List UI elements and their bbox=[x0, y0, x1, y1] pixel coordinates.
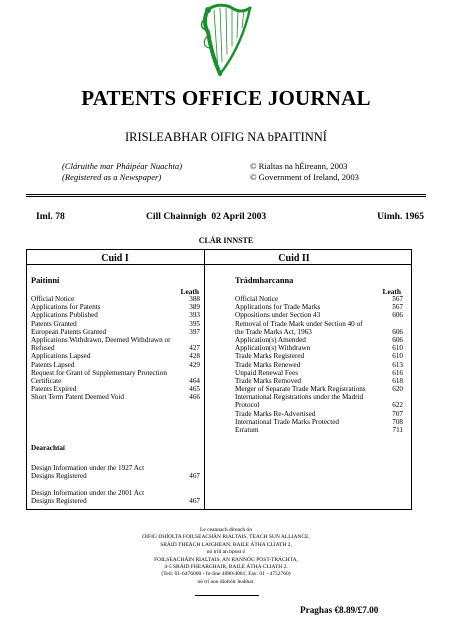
list-item[interactable]: Patents Expired 465 bbox=[31, 385, 200, 394]
volume-number: Iml. 78 bbox=[36, 211, 65, 222]
list-item[interactable]: Application(s) Withdrawn 610 bbox=[235, 344, 403, 353]
list-item[interactable]: Official Notice 567 bbox=[235, 295, 403, 303]
part-2-heading: Cuid II bbox=[278, 253, 310, 264]
list-item[interactable]: Removal of Trade Mark under Section 40 of bbox=[235, 319, 363, 328]
list-item[interactable]: Design Information under the 1927 Act bbox=[31, 464, 145, 472]
trade-marks-list bbox=[235, 295, 403, 434]
divider bbox=[26, 196, 426, 197]
list-item[interactable]: Oppositions under Section 43 606 bbox=[235, 311, 403, 320]
contents-title: CLÁR INNSTE bbox=[198, 236, 254, 245]
page-column-label: Leath bbox=[180, 287, 199, 296]
list-item[interactable]: Designs Registered 467 bbox=[31, 497, 200, 506]
footer-line: nó tríd an bpost ó bbox=[206, 549, 246, 556]
list-item[interactable]: Trade Marks Renewed 613 bbox=[235, 360, 403, 369]
list-item[interactable]: Applications Lapsed 428 bbox=[31, 352, 200, 361]
list-item[interactable]: Request for Grant of Supplementary Protection bbox=[31, 368, 167, 377]
list-item[interactable]: Erratum 711 bbox=[235, 426, 403, 434]
divider bbox=[26, 194, 426, 195]
copyright-note bbox=[250, 161, 359, 183]
footer-line: Le ceannach díreach ón bbox=[199, 527, 253, 533]
publisher-footer bbox=[90, 527, 362, 586]
registration-irish: (Cláruithe mar Pháipéar Nuachta) bbox=[62, 161, 183, 171]
list-item[interactable]: Application(s) Amended 606 bbox=[235, 335, 403, 344]
footer-line: FOILSEACHÁIN RIALTAIS, AN RANNÓG POST-TRÁCHTA, bbox=[154, 556, 298, 563]
list-item[interactable]: Short Term Patent Deemed Void 466 bbox=[31, 393, 200, 402]
list-item[interactable]: International Trade Marks Protected 708 bbox=[235, 417, 403, 426]
list-item[interactable]: Applications Withdrawn, Deemed Withdrawn or bbox=[31, 335, 171, 344]
list-item[interactable]: Certificate 464 bbox=[31, 376, 200, 385]
list-item[interactable]: International Registrations under the Madrid bbox=[235, 393, 364, 402]
page-column-label: Leath bbox=[382, 287, 401, 296]
issue-info bbox=[36, 211, 424, 223]
footer-line: 4-5 SRÁID FHEARCHAIR, BAILE ÁTHA CLIATH 2. bbox=[164, 564, 288, 571]
patents-section-heading: Paitinní bbox=[31, 276, 60, 285]
list-item[interactable]: Patents Lapsed 429 bbox=[31, 360, 200, 369]
footer-line: (Teil: 01-6476000 - fo-líne 4080/4081; Fax: 01 - 4752760) bbox=[161, 571, 291, 578]
designs-2001-list bbox=[31, 489, 200, 505]
journal-title: PATENTS OFFICE JOURNAL bbox=[81, 86, 371, 110]
copyright-irish: © Rialtas na hÉireann, 2003 bbox=[250, 161, 348, 171]
journal-subtitle: IRISLEABHAR OIFIG NA bPAITINNÍ bbox=[125, 130, 327, 144]
list-item[interactable]: European Patents Granted 397 bbox=[31, 327, 200, 336]
list-item[interactable]: Official Notice 388 bbox=[31, 295, 200, 303]
designs-section-heading: Dearachtaí bbox=[31, 444, 65, 452]
trade-marks-section-heading: Trádmharcanna bbox=[235, 276, 294, 285]
list-item[interactable]: Designs Registered 467 bbox=[31, 472, 200, 481]
list-item[interactable]: Patents Granted 395 bbox=[31, 319, 200, 328]
list-item[interactable]: Trade Marks Re-Advertised 707 bbox=[235, 409, 403, 418]
column-divider bbox=[204, 249, 205, 510]
footer-line: nó trí aon díoltóir leabhar. bbox=[197, 578, 255, 585]
heading-divider bbox=[26, 264, 411, 265]
list-item[interactable]: Protocol 622 bbox=[235, 401, 403, 410]
copyright-english: © Government of Ireland, 2003 bbox=[250, 172, 359, 182]
issue-date: Cill Chainnigh 02 April 2003 bbox=[146, 211, 267, 222]
list-item[interactable]: Applications for Patents 389 bbox=[31, 303, 200, 312]
harp-icon bbox=[196, 2, 256, 80]
designs-1927-list bbox=[31, 464, 200, 480]
list-item[interactable]: Applications Published 393 bbox=[31, 311, 200, 320]
list-item[interactable]: Trade Marks Removed 618 bbox=[235, 376, 403, 385]
list-item[interactable]: Design Information under the 2001 Act bbox=[31, 489, 145, 497]
list-item[interactable]: Refused 427 bbox=[31, 344, 200, 353]
list-item[interactable]: the Trade Marks Act, 1963 606 bbox=[235, 327, 403, 336]
list-item[interactable]: Merger of Separate Trade Mark Registrations 620 bbox=[235, 385, 403, 394]
footer-line: OIFIG DHÍOLTA FOILSEACHÁN RIALTAIS, TEACH SUN ALLIANCE, bbox=[142, 534, 310, 541]
footer-line: SRÁID THEACH LAIGHEAN, BAILE ÁTHA CLIATH 2, bbox=[160, 541, 292, 548]
divider bbox=[195, 595, 259, 596]
patents-list bbox=[31, 295, 200, 401]
registration-note bbox=[62, 161, 182, 183]
registration-english: (Registered as a Newspaper) bbox=[62, 172, 162, 182]
part-1-heading: Cuid I bbox=[101, 253, 129, 264]
price-label: Praghas €8.89/£7.00 bbox=[300, 605, 379, 615]
list-item[interactable]: Trade Marks Registered 610 bbox=[235, 352, 403, 361]
list-item[interactable]: Applications for Trade Marks 567 bbox=[235, 303, 403, 312]
issue-number: Uimh. 1965 bbox=[377, 211, 424, 222]
list-item[interactable]: Unpaid Renewal Fees 616 bbox=[235, 368, 403, 377]
